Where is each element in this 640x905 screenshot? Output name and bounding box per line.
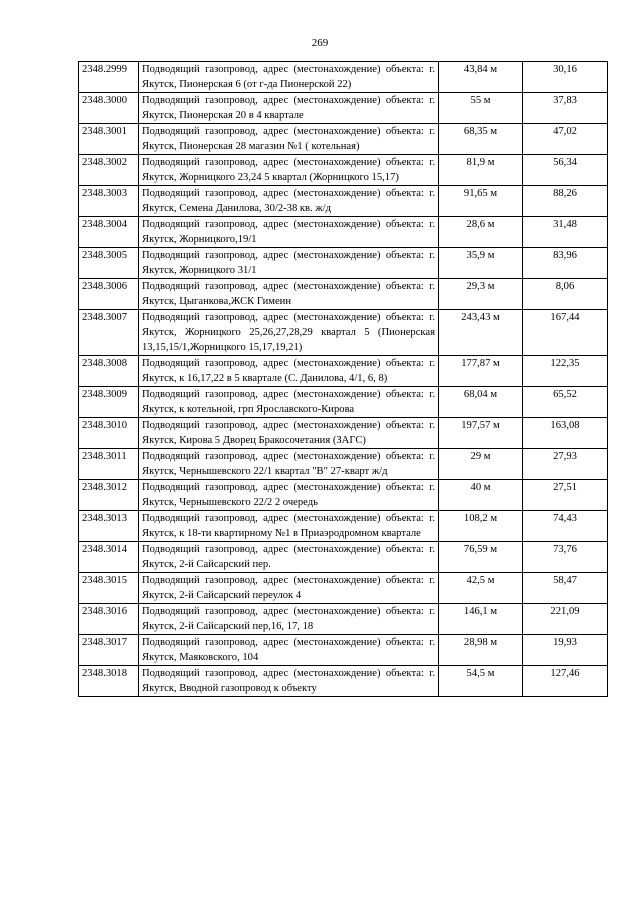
object-id-cell: 2348.3017 bbox=[79, 635, 139, 666]
object-value-cell: 8,06 bbox=[523, 279, 608, 310]
object-description-cell: Подводящий газопровод, адрес (местонахождение) объекта: г. Якутск, Жорницкого 23,24 5 квартал (Жорницкого 15,17) bbox=[139, 155, 439, 186]
object-description-cell: Подводящий газопровод, адрес (местонахождение) объекта: г. Якутск, Жорницкого 31/1 bbox=[139, 248, 439, 279]
object-id-cell: 2348.3008 bbox=[79, 356, 139, 387]
object-id-cell: 2348.3015 bbox=[79, 573, 139, 604]
registry-table bbox=[78, 61, 608, 697]
object-value-cell: 127,46 bbox=[523, 666, 608, 697]
object-value-cell: 221,09 bbox=[523, 604, 608, 635]
object-value-cell: 167,44 bbox=[523, 310, 608, 356]
table-row bbox=[79, 604, 608, 635]
object-value-cell: 83,96 bbox=[523, 248, 608, 279]
object-description-cell: Подводящий газопровод, адрес (местонахождение) объекта: г. Якутск, Кирова 5 Дворец Бракосочетания (ЗАГС) bbox=[139, 418, 439, 449]
table-row bbox=[79, 418, 608, 449]
object-id-cell: 2348.3003 bbox=[79, 186, 139, 217]
pipe-length-cell: 29,3 м bbox=[439, 279, 523, 310]
object-id-cell: 2348.3001 bbox=[79, 124, 139, 155]
object-value-cell: 47,02 bbox=[523, 124, 608, 155]
table-row bbox=[79, 93, 608, 124]
object-id-cell: 2348.3013 bbox=[79, 511, 139, 542]
pipe-length-cell: 55 м bbox=[439, 93, 523, 124]
table-row bbox=[79, 155, 608, 186]
object-id-cell: 2348.3002 bbox=[79, 155, 139, 186]
table-row bbox=[79, 480, 608, 511]
object-id-cell: 2348.3016 bbox=[79, 604, 139, 635]
pipe-length-cell: 43,84 м bbox=[439, 62, 523, 93]
pipe-length-cell: 76,59 м bbox=[439, 542, 523, 573]
table-row bbox=[79, 217, 608, 248]
pipe-length-cell: 146,1 м bbox=[439, 604, 523, 635]
page-number: 269 bbox=[311, 37, 329, 49]
object-value-cell: 27,51 bbox=[523, 480, 608, 511]
pipe-length-cell: 42,5 м bbox=[439, 573, 523, 604]
object-value-cell: 31,48 bbox=[523, 217, 608, 248]
pipe-length-cell: 81,9 м bbox=[439, 155, 523, 186]
object-id-cell: 2348.2999 bbox=[79, 62, 139, 93]
object-id-cell: 2348.3018 bbox=[79, 666, 139, 697]
pipe-length-cell: 54,5 м bbox=[439, 666, 523, 697]
object-description-cell: Подводящий газопровод, адрес (местонахождение) объекта: г. Якутск, Пионерская 28 магазин №1 ( котельная) bbox=[139, 124, 439, 155]
pipe-length-cell: 28,98 м bbox=[439, 635, 523, 666]
object-id-cell: 2348.3000 bbox=[79, 93, 139, 124]
object-value-cell: 88,26 bbox=[523, 186, 608, 217]
object-id-cell: 2348.3011 bbox=[79, 449, 139, 480]
object-description-cell: Подводящий газопровод, адрес (местонахождение) объекта: г. Якутск, Маяковского, 104 bbox=[139, 635, 439, 666]
object-description-cell: Подводящий газопровод, адрес (местонахождение) объекта: г. Якутск, Жорницкого 25,26,27,28,29 квартал 5 (Пионерская 13,15,15/1,Жорницкого 15,17,19,21) bbox=[139, 310, 439, 356]
table-row bbox=[79, 248, 608, 279]
object-value-cell: 122,35 bbox=[523, 356, 608, 387]
table-row bbox=[79, 449, 608, 480]
pipe-length-cell: 91,65 м bbox=[439, 186, 523, 217]
table-row bbox=[79, 511, 608, 542]
object-description-cell: Подводящий газопровод, адрес (местонахождение) объекта: г. Якутск, 2-й Сайсарский переулок 4 bbox=[139, 573, 439, 604]
object-description-cell: Подводящий газопровод, адрес (местонахождение) объекта: г. Якутск, Семена Данилова, 30/2-38 кв. ж/д bbox=[139, 186, 439, 217]
table-row bbox=[79, 635, 608, 666]
object-id-cell: 2348.3007 bbox=[79, 310, 139, 356]
object-description-cell: Подводящий газопровод, адрес (местонахождение) объекта: г. Якутск, Вводной газопровод к объекту bbox=[139, 666, 439, 697]
registry-table-body bbox=[79, 62, 608, 697]
object-id-cell: 2348.3006 bbox=[79, 279, 139, 310]
pipe-length-cell: 68,04 м bbox=[439, 387, 523, 418]
object-id-cell: 2348.3004 bbox=[79, 217, 139, 248]
table-row bbox=[79, 356, 608, 387]
object-description-cell: Подводящий газопровод, адрес (местонахождение) объекта: г. Якутск, Чернышевского 22/2 2 очередь bbox=[139, 480, 439, 511]
pipe-length-cell: 40 м bbox=[439, 480, 523, 511]
table-row bbox=[79, 387, 608, 418]
object-description-cell: Подводящий газопровод, адрес (местонахождение) объекта: г. Якутск, Пионерская 6 (от г-да Пионерской 22) bbox=[139, 62, 439, 93]
table-row bbox=[79, 666, 608, 697]
object-value-cell: 37,83 bbox=[523, 93, 608, 124]
object-value-cell: 74,43 bbox=[523, 511, 608, 542]
object-description-cell: Подводящий газопровод, адрес (местонахождение) объекта: г. Якутск, Жорницкого,19/1 bbox=[139, 217, 439, 248]
object-description-cell: Подводящий газопровод, адрес (местонахождение) объекта: г. Якутск, 2-й Сайсарский пер. bbox=[139, 542, 439, 573]
object-description-cell: Подводящий газопровод, адрес (местонахождение) объекта: г. Якутск, к 16,17,22 в 5 квартале (С. Данилова, 4/1, 6, 8) bbox=[139, 356, 439, 387]
object-description-cell: Подводящий газопровод, адрес (местонахождение) объекта: г. Якутск, к котельной, грп Ярославского-Кирова bbox=[139, 387, 439, 418]
table-row bbox=[79, 573, 608, 604]
pipe-length-cell: 29 м bbox=[439, 449, 523, 480]
object-description-cell: Подводящий газопровод, адрес (местонахождение) объекта: г. Якутск, к 18-ти квартирному №1 в Приаэродромном квартале bbox=[139, 511, 439, 542]
object-id-cell: 2348.3014 bbox=[79, 542, 139, 573]
object-value-cell: 163,08 bbox=[523, 418, 608, 449]
object-id-cell: 2348.3012 bbox=[79, 480, 139, 511]
table-row bbox=[79, 279, 608, 310]
pipe-length-cell: 68,35 м bbox=[439, 124, 523, 155]
table-row bbox=[79, 542, 608, 573]
object-value-cell: 56,34 bbox=[523, 155, 608, 186]
table-row bbox=[79, 186, 608, 217]
object-value-cell: 27,93 bbox=[523, 449, 608, 480]
object-value-cell: 65,52 bbox=[523, 387, 608, 418]
pipe-length-cell: 197,57 м bbox=[439, 418, 523, 449]
table-row bbox=[79, 310, 608, 356]
object-value-cell: 19,93 bbox=[523, 635, 608, 666]
object-value-cell: 58,47 bbox=[523, 573, 608, 604]
object-description-cell: Подводящий газопровод, адрес (местонахождение) объекта: г. Якутск, 2-й Сайсарский пер,16, 17, 18 bbox=[139, 604, 439, 635]
object-value-cell: 30,16 bbox=[523, 62, 608, 93]
object-description-cell: Подводящий газопровод, адрес (местонахождение) объекта: г. Якутск, Пионерская 20 в 4 квартале bbox=[139, 93, 439, 124]
pipe-length-cell: 108,2 м bbox=[439, 511, 523, 542]
object-description-cell: Подводящий газопровод, адрес (местонахождение) объекта: г. Якутск, Цыганкова,ЖСК Гимеин bbox=[139, 279, 439, 310]
table-row bbox=[79, 62, 608, 93]
pipe-length-cell: 243,43 м bbox=[439, 310, 523, 356]
object-id-cell: 2348.3010 bbox=[79, 418, 139, 449]
object-id-cell: 2348.3009 bbox=[79, 387, 139, 418]
pipe-length-cell: 177,87 м bbox=[439, 356, 523, 387]
object-description-cell: Подводящий газопровод, адрес (местонахождение) объекта: г. Якутск, Чернышевского 22/1 квартал "В" 27-кварт ж/д bbox=[139, 449, 439, 480]
pipe-length-cell: 35,9 м bbox=[439, 248, 523, 279]
object-id-cell: 2348.3005 bbox=[79, 248, 139, 279]
pipe-length-cell: 28,6 м bbox=[439, 217, 523, 248]
table-row bbox=[79, 124, 608, 155]
object-value-cell: 73,76 bbox=[523, 542, 608, 573]
